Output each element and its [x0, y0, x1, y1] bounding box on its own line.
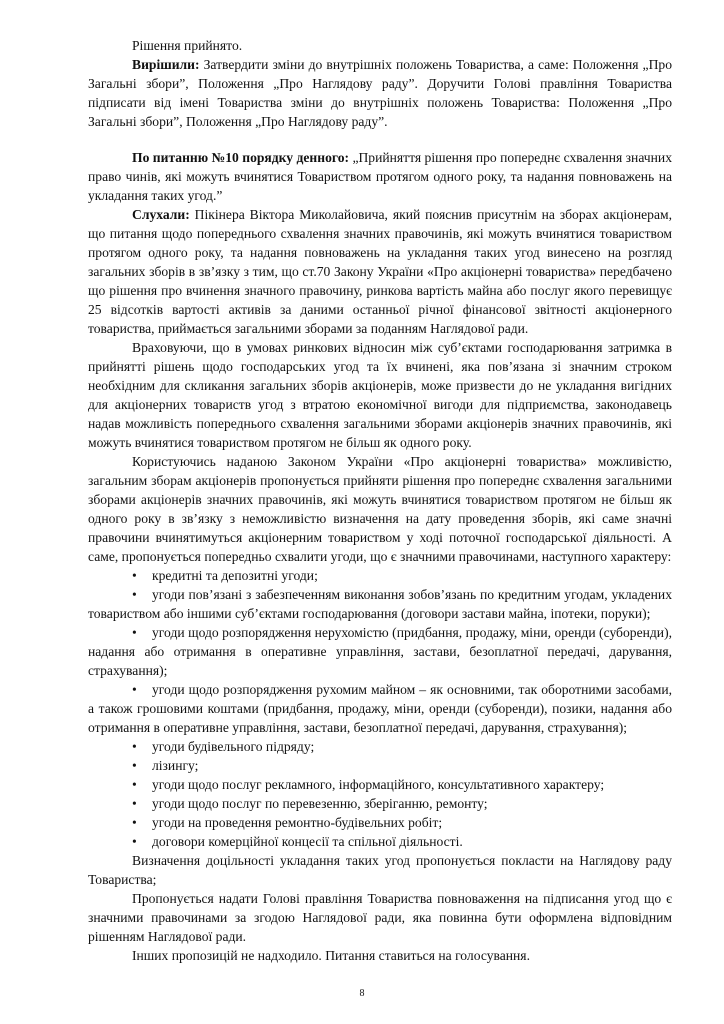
list-item: • угоди на проведення ремонтно-будівельних робіт; [132, 815, 443, 830]
considering-paragraph: Враховуючи, що в умовах ринкових відносин між суб’єктами господарювання затримка в прийнятті рішень щодо господарських угод та їх вчинені, яка пов’язана зі значним строком необхідним для скликання загальних зборів акціонерів, може призвести до не укладання вигідних для акціонерних товариств угод з втратою економічної вигоди для підприємства, законодавець надав можливість попереднього схвалення загальними зборами акціонерів значних правочинів, які можуть вчинятися товариством протягом не більш як одного року. [88, 340, 672, 450]
list-item: • угоди щодо послуг по перевезенню, зберіганню, ремонту; [132, 796, 488, 811]
list-item: • кредитні та депозитні угоди; [132, 568, 318, 583]
agenda-item-lead: По питанню №10 порядку денного: [132, 150, 350, 165]
heard-paragraph [88, 205, 672, 338]
list-item: • лізингу; [132, 758, 199, 773]
resolution-text: Затвердити зміни до внутрішніх положень Товариства, а саме: Положення „Про Загальні збори”, Положення „Про Наглядову раду”. Доручити Голові правління Товариства підписати від імені Товариства зміни до внутрішніх положень Товариства: Положення „Про Загальні збори”, Положення „Про Наглядову раду”. [88, 57, 672, 129]
authority-paragraph: Пропонується надати Голові правління Товариства повноваження на підписання угод що є значними правочинами за згодою Наглядової ради, яка повинна бути оформлена відповідним рішенням Наглядової ради. [88, 891, 672, 944]
page-number: 8 [359, 988, 365, 999]
paragraph-gap [88, 131, 672, 148]
bullet-icon: • [132, 758, 137, 773]
bullet-icon: • [132, 834, 137, 849]
closing-paragraph: Інших пропозицій не надходило. Питання ставиться на голосування. [132, 948, 530, 963]
bullet-icon: • [132, 815, 137, 830]
list-item: • угоди щодо розпорядження рухомим майном – як основними, так оборотними засобами, а також грошовими коштами (придбання, продажу, міни, оренди (суборенди), позики, надання або отримання в оперативне управління, застави, безоплатної передачі, дарування, страхування); [88, 682, 672, 735]
resolution-paragraph [88, 55, 672, 131]
agenda-item-paragraph [88, 148, 672, 205]
list-item: • угоди щодо послуг рекламного, інформаційного, консультативного характеру; [132, 777, 605, 792]
bullet-icon: • [132, 568, 137, 583]
agreement-types-list [88, 566, 672, 851]
decision-line: Рішення прийнято. [132, 38, 243, 53]
bullet-icon: • [132, 739, 137, 754]
proposal-paragraph: Користуючись наданою Законом України «Про акціонерні товариства» можливістю, загальним зборам акціонерів пропонується прийняти рішення про попереднє схвалення загальними зборами акціонерів значних правочинів, які можуть вчинятися товариством протягом не більш як одного року в зв’язку з неможливістю визначення на дату проведення зборів, які саме значні правочини вчинятимуться акціонерним товариством у ході поточної господарської діяльності. А саме, пропонується попередньо схвалити угоди, що є значними правочинами, наступного характеру: [88, 454, 672, 564]
list-item: • угоди будівельного підряду; [132, 739, 315, 754]
agenda-item-text: „Прийняття рішення про попереднє схвалення значних право чинів, які можуть вчинятися Товариством протягом одного року, та надання повноважень на укладання таких угод.” [88, 150, 672, 203]
list-item: • угоди щодо розпорядження нерухомістю (придбання, продажу, міни, оренди (суборенди), надання або отримання в оперативне управління, застави, безоплатної передачі, дарування, страхування); [88, 625, 672, 678]
list-item: • договори комерційної концесії та спільної діяльності. [132, 834, 463, 849]
document-page [88, 36, 672, 965]
bullet-icon: • [132, 796, 137, 811]
heard-lead: Слухали: [132, 207, 190, 222]
bullet-icon: • [132, 682, 137, 697]
list-item: • угоди пов’язані з забезпеченням виконання зобов’язань по кредитним угодам, укладених товариством або іншими суб’єктами господарювання (договори застави майна, іпотеки, поруки); [88, 587, 672, 621]
heard-text: Пікінера Віктора Миколайовича, який пояснив присутнім на зборах акціонерам, що питання щодо попереднього схвалення значних правочинів, які можуть вчинятися товариством протягом одного року, та надання повноважень на укладання таких угод винесено на розгляд загальних зборів в зв’язку з тим, що ст.70 Закону України «Про акціонерні товариства» передбачено що рішення про вчинення значного правочину, ринкова вартість майна або послуг якого перевищує 25 відсотків вартості активів за даними останньої річної фінансової звітності акціонерного товариства, приймається загальними зборами за поданням Наглядової ради. [88, 207, 672, 336]
bullet-icon: • [132, 625, 137, 640]
bullet-icon: • [132, 587, 137, 602]
feasibility-paragraph: Визначення доцільності укладання таких угод пропонується покласти на Наглядову раду Товариства; [88, 853, 672, 887]
bullet-icon: • [132, 777, 137, 792]
resolution-lead: Вирішили: [132, 57, 200, 72]
